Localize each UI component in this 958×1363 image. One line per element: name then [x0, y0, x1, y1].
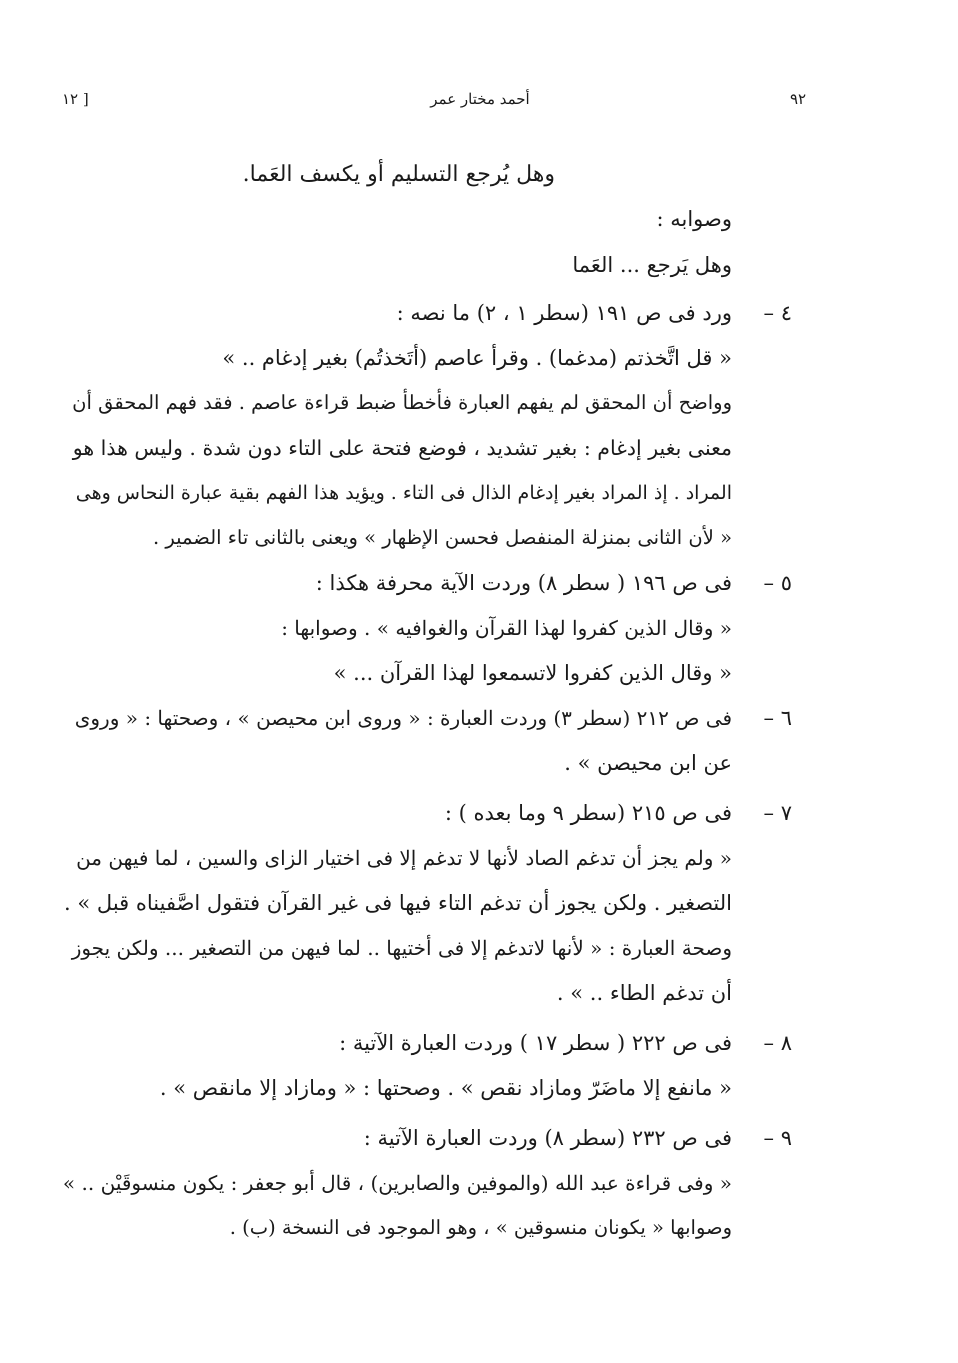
- item-heading: فى ص ١٩٦ ( سطر ٨) وردت الآية محرفة هكذا :: [315, 571, 732, 595]
- quote-line: « ولم يجز أن تدغم الصاد لأنها لا تدغم إلا فى اختيار الزاى والسين ، لما فيهن من: [76, 846, 732, 870]
- item-number-8: ٨ –: [763, 1031, 792, 1055]
- item-number-7: ٧ –: [763, 801, 792, 825]
- item-heading: فى ص ٢٣٢ (سطر ٨) وردت العبارة الآتية :: [363, 1126, 732, 1150]
- item-heading: ورد فى ص ١٩١ (سطر ١ ، ٢) ما نصه :: [396, 301, 732, 325]
- page-number: ٩٢: [790, 90, 807, 108]
- text-line: معنى بغير إدغام : بغير تشديد ، فوضع فتحة على التاء دون شدة . وليس هذا هو: [72, 436, 732, 460]
- text-line: وواضح أن المحقق لم يفهم العبارة فأخطأ ضبط قراءة عاصم . فقد فهم المحقق أن: [72, 391, 732, 414]
- part-indicator: [ ١٢: [62, 90, 89, 108]
- item-heading: فى ص ٢٢٢ ( سطر ١٧ ) وردت العبارة الآتية :: [339, 1031, 732, 1055]
- item-number-9: ٩ –: [763, 1126, 792, 1150]
- quote-line: التصغير . ولكن يجوز أن تدغم التاء فيها فى غير القرآن فتقول اصَّفيناه قبل » .: [64, 891, 732, 915]
- item-number-4: ٤ –: [763, 301, 792, 325]
- text-line: أن تدغم الطاء .. » .: [556, 981, 732, 1005]
- running-header-author: أحمد مختار عمر: [430, 90, 530, 108]
- text-line: وصوابها « يكونان منسوقين » ، وهو الموجود فى النسخة (ب) .: [229, 1216, 732, 1239]
- text-line: عن ابن محيصن » .: [564, 751, 732, 775]
- quote-line: « وفى قراءة عبد الله (والموفين والصابرين) ، قال أبو جعفر : يكون منسوقَيْن .. »: [62, 1171, 732, 1195]
- text-line: المراد . إذ المراد بغير إدغام الذال فى التاء . ويؤيد هذا الفهم بقية عبارة النحاس وهى: [75, 482, 732, 504]
- item-heading: فى ص ٢١٢ (سطر ٣) وردت العبارة : « وروى ابن محيصن » ، وصحتها : « وروى: [74, 706, 732, 730]
- item-number-5: ٥ –: [763, 571, 792, 595]
- quote-line: « وقال الذين كفروا لهذا القرآن والغوافيه » . وصوابها :: [281, 616, 732, 640]
- quote-line: « قل اتَّخذتم (مدغما) . وقرأ عاصم (أتَخذتُم) بغير إدغام .. »: [222, 346, 732, 370]
- item-number-6: ٦ –: [763, 706, 792, 730]
- text-line: وصوابه :: [656, 207, 732, 231]
- quote-line: « وقال الذين كفروا لاتسمعوا لهذا القرآن ... »: [333, 661, 732, 685]
- text-line: « لأن الثانى بمنزلة المنفصل فحسن الإظهار » ويعنى بالثانى تاء الضمير .: [152, 526, 732, 549]
- verse-line-corrected: وهل يَرجع ... العَما: [572, 253, 732, 277]
- quote-line: « مانفع إلا ماضَرّ ومازاد نقص » . وصحتها : « ومازاد إلا مانقص » .: [159, 1076, 732, 1100]
- text-line: وصحة العبارة : « لأنها لاتدغم إلا فى أختيها .. لما فيهن من التصغير ... ولكن يجوز: [71, 936, 732, 960]
- verse-line: وهل يُرجع التسليم أو يكسف العَما.: [242, 162, 555, 187]
- item-heading: فى ص ٢١٥ (سطر ٩ وما بعده ) :: [444, 801, 732, 825]
